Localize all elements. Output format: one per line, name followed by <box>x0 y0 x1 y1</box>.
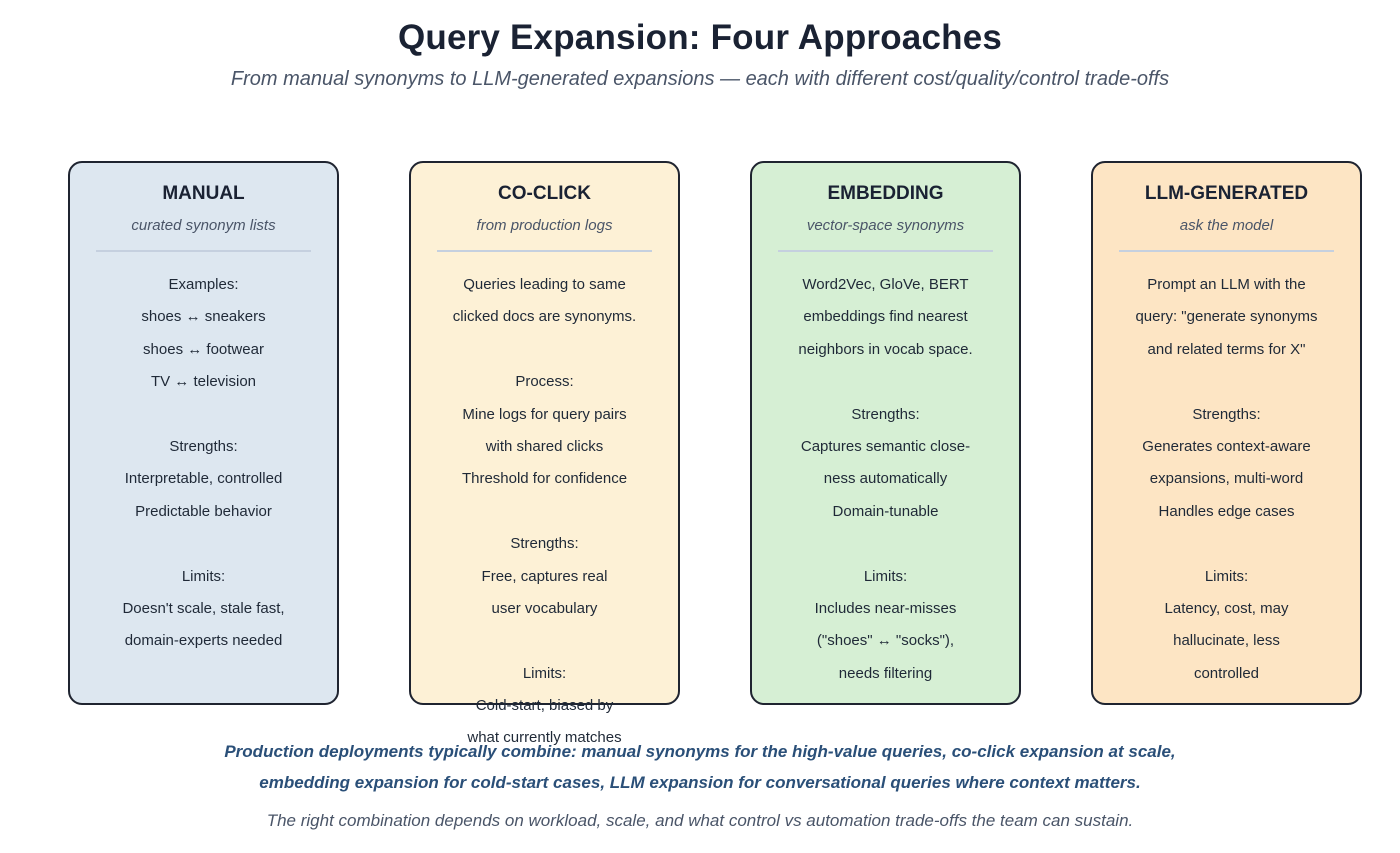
card-title: LLM-GENERATED <box>1144 183 1309 204</box>
card-line: Queries leading to same <box>463 276 626 293</box>
card-subtitle: ask the model <box>1179 217 1274 234</box>
card-subtitle: curated synonym lists <box>131 217 276 234</box>
card-subtitle: vector-space synonyms <box>806 217 965 234</box>
card-body <box>752 269 1019 690</box>
card-line: Process: <box>515 373 574 391</box>
card-divider <box>778 250 993 252</box>
card-line: Includes near-misses <box>814 599 957 617</box>
card-line: Captures semantic close- <box>800 437 971 455</box>
card-title: MANUAL <box>162 183 245 204</box>
card-body <box>411 269 678 755</box>
card-line: Strengths: <box>1192 405 1261 423</box>
card-body <box>1093 269 1360 690</box>
card-line: TV ↔ television <box>150 373 257 391</box>
card-spacer <box>411 334 678 366</box>
card-line: Latency, cost, may <box>1164 599 1289 617</box>
card-spacer <box>752 366 1019 398</box>
card-line: ("shoes" ↔ "socks"), <box>816 632 955 650</box>
card-spacer <box>1093 366 1360 398</box>
card-line: Predictable behavior <box>135 502 272 520</box>
card-line: ness automatically <box>823 470 948 488</box>
card-line: shoes ↔ sneakers <box>141 308 266 326</box>
card-spacer <box>1093 528 1360 560</box>
page-title: Query Expansion: Four Approaches <box>397 18 1003 57</box>
card-line: query: "generate synonyms <box>1135 308 1318 326</box>
card-line: Strengths: <box>510 535 579 553</box>
card-title: EMBEDDING <box>827 183 944 204</box>
footer-note: The right combination depends on workload, scale, and what control vs automation trade-offs the team can sustain. <box>266 811 1134 830</box>
card-line: what currently matches <box>467 729 622 747</box>
card-line: Strengths: <box>169 437 238 455</box>
card-line: clicked docs are synonyms. <box>452 308 637 326</box>
card-spacer <box>70 399 337 431</box>
card-spacer <box>411 496 678 528</box>
footer-summary-line-1: Production deployments typically combine: manual synonyms for the high-value queries, co-click expansion at scale, <box>224 742 1176 761</box>
card-line: user vocabulary <box>491 599 598 617</box>
card-line: hallucinate, less <box>1173 632 1280 650</box>
card-divider <box>1119 250 1334 252</box>
card-line: Doesn't scale, stale fast, <box>122 599 285 617</box>
card-line: expansions, multi-word <box>1149 470 1304 488</box>
card-divider <box>437 250 652 252</box>
card-line: with shared clicks <box>485 437 604 455</box>
card-line: and related terms for X" <box>1147 340 1306 358</box>
card-line: Interpretable, controlled <box>124 470 283 488</box>
card-line: Generates context-aware <box>1142 437 1311 455</box>
card-line: embeddings find nearest <box>803 308 968 326</box>
card-line: Limits: <box>863 567 908 585</box>
card-line: Limits: <box>181 567 226 585</box>
card-line: controlled <box>1193 664 1260 682</box>
card-line: Prompt an LLM with the <box>1147 276 1306 293</box>
card-co-click <box>409 161 680 747</box>
card-spacer <box>752 528 1019 560</box>
card-line: needs filtering <box>838 664 933 682</box>
card-line: Cold-start, biased by <box>475 697 614 715</box>
card-line: shoes ↔ footwear <box>143 340 264 358</box>
card-line: Domain-tunable <box>832 502 939 520</box>
card-line: Examples: <box>168 276 239 293</box>
card-title: CO-CLICK <box>498 183 591 204</box>
card-spacer <box>411 625 678 657</box>
card-line: Threshold for confidence <box>461 470 628 488</box>
card-line: Strengths: <box>851 405 920 423</box>
card-line: domain-experts needed <box>124 632 283 650</box>
card-line: Mine logs for query pairs <box>462 405 627 423</box>
card-subtitle: from production logs <box>476 217 613 234</box>
card-embedding <box>750 161 1021 705</box>
card-spacer <box>70 528 337 560</box>
card-line: Limits: <box>1204 567 1249 585</box>
card-line: Word2Vec, GloVe, BERT <box>802 276 969 293</box>
card-line: Limits: <box>522 664 567 682</box>
card-body <box>70 269 337 658</box>
card-line: Free, captures real <box>481 567 608 585</box>
card-manual <box>68 161 339 705</box>
card-llm-generated <box>1091 161 1362 705</box>
card-line: Handles edge cases <box>1158 502 1295 520</box>
card-divider <box>96 250 311 252</box>
page-subtitle: From manual synonyms to LLM-generated expansions — each with different cost/quality/control trade-offs <box>230 68 1170 90</box>
footer-summary-line-2: embedding expansion for cold-start cases, LLM expansion for conversational queries where context matters. <box>259 773 1141 792</box>
card-line: neighbors in vocab space. <box>798 340 973 358</box>
